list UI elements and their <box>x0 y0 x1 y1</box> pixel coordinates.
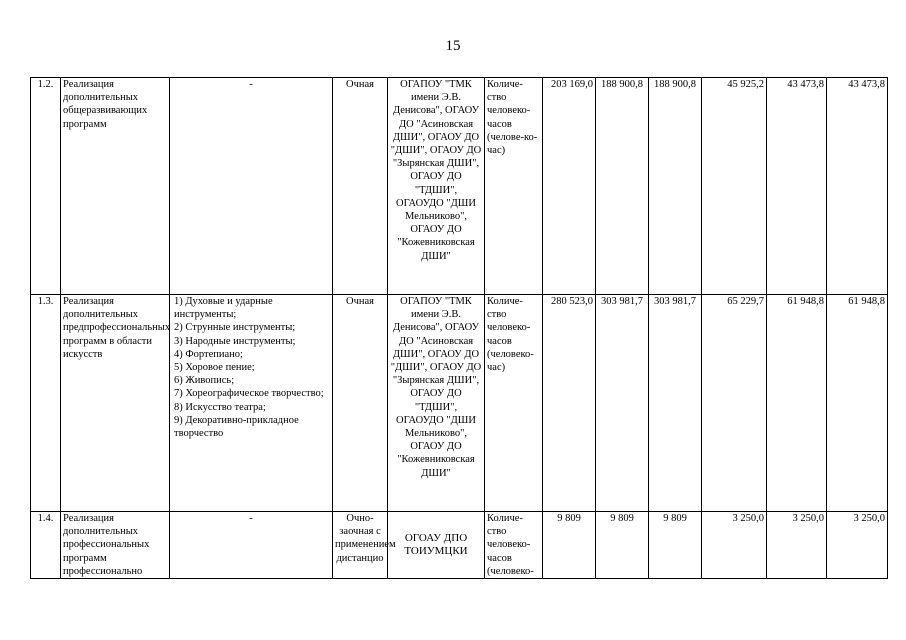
unit-measure <box>485 512 543 579</box>
row-number: 1.2. <box>31 78 61 295</box>
value-3: 188 900,8 <box>649 78 702 295</box>
value-5: 3 250,0 <box>767 512 827 579</box>
value-4: 3 250,0 <box>702 512 767 579</box>
row-number: 1.3. <box>31 295 61 512</box>
organizations: ОГАПОУ "ТМК имени Э.В. Денисова", ОГАОУ ДО "Асиновская ДШИ", ОГАОУ ДО "ДШИ", ОГАОУ ДО "Зырянская ДШИ", ОГАОУ ДО "ТДШИ", ОГАОУДО "ДШИ Мельниково", ОГАОУ ДО "Кожевниковская ДШИ" <box>388 295 485 512</box>
study-form <box>333 512 396 579</box>
service-name: Реализация дополнительных общеразвивающих программ <box>61 78 170 295</box>
value-1: 280 523,0 <box>543 295 596 512</box>
value-6: 3 250,0 <box>827 512 888 579</box>
service-name: Реализация дополнительных предпрофессиональных программ в области искусств <box>61 295 170 512</box>
value-6: 43 473,8 <box>827 78 888 295</box>
services-table <box>30 77 888 579</box>
service-name <box>61 512 170 579</box>
value-5: 43 473,8 <box>767 78 827 295</box>
value-6: 61 948,8 <box>827 295 888 512</box>
value-3: 303 981,7 <box>649 295 702 512</box>
service-content: - <box>170 512 333 579</box>
organizations-text: ОГОАУ ДПО ТОИУМЦКИ <box>404 531 468 557</box>
service-name-text: Реализация дополнительных профессиональных программ профессионально <box>63 513 150 577</box>
unit-measure: Количе-ство человеко-часов (челове-ко-час) <box>485 78 543 295</box>
study-form-text: Очно-заочная с применением дистанцио <box>335 513 396 564</box>
value-2: 188 900,8 <box>596 78 649 295</box>
value-2: 9 809 <box>596 512 649 579</box>
study-form: Очная <box>333 78 388 295</box>
table-row <box>31 78 888 295</box>
organizations: ОГАПОУ "ТМК имени Э.В. Денисова", ОГАОУ ДО "Асиновская ДШИ", ОГАОУ ДО "ДШИ", ОГАОУ ДО "Зырянская ДШИ", ОГАОУ ДО "ТДШИ", ОГАОУДО "ДШИ Мельниково", ОГАОУ ДО "Кожевниковская ДШИ" <box>388 78 485 295</box>
page-number: 15 <box>445 38 461 54</box>
value-1: 9 809 <box>543 512 596 579</box>
value-1: 203 169,0 <box>543 78 596 295</box>
table-row <box>31 295 888 512</box>
service-content: - <box>170 78 333 295</box>
service-content: 1) Духовые и ударные инструменты; 2) Струнные инструменты; 3) Народные инструменты; 4) Фортепиано; 5) Хоровое пение; 6) Живопись; 7) Хореографическое творчество; 8) Искусство театра; 9) Декоративно-прикладное творчество <box>170 295 333 512</box>
value-3: 9 809 <box>649 512 702 579</box>
organizations <box>388 512 485 579</box>
unit-measure: Количе-ство человеко-часов (человеко-час) <box>485 295 543 512</box>
unit-measure-text: Количе-ство человеко-часов (человеко- <box>487 513 534 577</box>
value-2: 303 981,7 <box>596 295 649 512</box>
table-row <box>31 512 888 579</box>
value-4: 65 229,7 <box>702 295 767 512</box>
row-number: 1.4. <box>31 512 61 579</box>
value-4: 45 925,2 <box>702 78 767 295</box>
study-form: Очная <box>333 295 388 512</box>
value-5: 61 948,8 <box>767 295 827 512</box>
